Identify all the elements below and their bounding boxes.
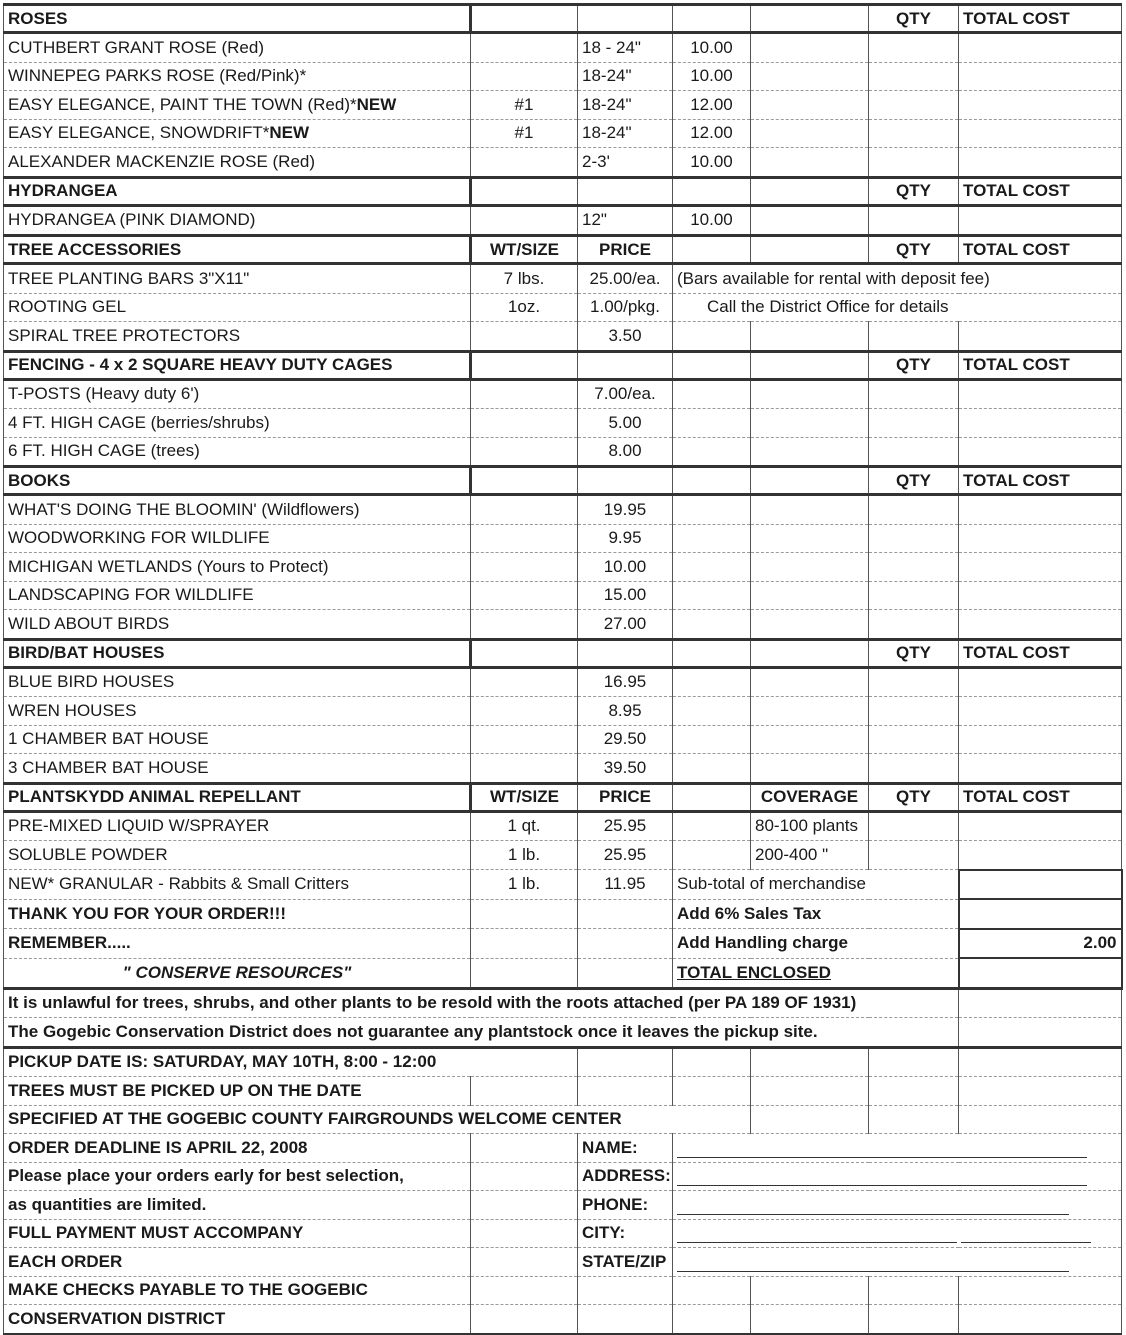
coverage-header: COVERAGE (751, 783, 869, 811)
new-badge: NEW (269, 123, 310, 143)
item-price: 7.00/ea. (578, 379, 673, 409)
item-name: BLUE BIRD HOUSES (4, 667, 471, 697)
table-row (4, 91, 1122, 120)
remember-message: REMEMBER..... (4, 929, 471, 959)
item-size: 2-3' (578, 148, 673, 178)
phone-line (677, 1196, 1069, 1215)
total-cost-cell[interactable] (959, 581, 1122, 610)
item-name: LANDSCAPING FOR WILDLIFE (4, 581, 471, 610)
table-row (4, 1219, 1122, 1248)
wt-size-header: WT/SIZE (471, 236, 578, 264)
table-row (4, 495, 1122, 525)
office-note: Call the District Office for details (673, 293, 1122, 322)
item-size: 18 - 24" (578, 33, 673, 63)
unlawful-notice: It is unlawful for trees, shrubs, and other plants to be resold with the roots attached (per PA 189 OF 1931) (4, 988, 959, 1018)
table-row (4, 1305, 1122, 1334)
total-cost-cell[interactable] (959, 841, 1122, 870)
total-cost-cell[interactable] (959, 495, 1122, 525)
item-name: 6 FT. HIGH CAGE (trees) (4, 437, 471, 467)
total-enclosed-field[interactable] (959, 958, 1122, 988)
total-cost-cell[interactable] (959, 437, 1122, 467)
item-size: 18-24" (578, 62, 673, 91)
item-name: 4 FT. HIGH CAGE (berries/shrubs) (4, 409, 471, 438)
item-price: 25.95 (578, 811, 673, 841)
price-header: PRICE (578, 236, 673, 264)
table-row (4, 1162, 1122, 1191)
item-name: NEW* GRANULAR - Rabbits & Small Critters (4, 870, 471, 900)
table-row (4, 553, 1122, 582)
section-header-fencing (4, 351, 1122, 379)
table-row (4, 697, 1122, 726)
table-row (4, 1191, 1122, 1220)
table-row (4, 811, 1122, 841)
qty-cell[interactable] (869, 322, 959, 352)
item-price: 12.00 (673, 119, 751, 148)
checks-note-2: CONSERVATION DISTRICT (4, 1305, 471, 1334)
qty-cell[interactable] (869, 667, 959, 697)
table-row (4, 958, 1122, 988)
wt-size-header: WT/SIZE (471, 783, 578, 811)
item-name: PRE-MIXED LIQUID W/SPRAYER (4, 811, 471, 841)
total-enclosed-label: TOTAL ENCLOSED (673, 958, 959, 988)
item-price: 25.95 (578, 841, 673, 870)
section-header-books (4, 467, 1122, 495)
item-size: 18-24" (578, 119, 673, 148)
item-price: 8.95 (578, 697, 673, 726)
conserve-message: " CONSERVE RESOURCES" (4, 958, 471, 988)
table-row (4, 988, 1122, 1018)
qty-cell[interactable] (869, 697, 959, 726)
total-cost-cell[interactable] (959, 697, 1122, 726)
checks-note-1: MAKE CHECKS PAYABLE TO THE GOGEBIC (4, 1276, 471, 1305)
table-row (4, 264, 1122, 294)
handling-label: Add Handling charge (673, 929, 959, 959)
name-field[interactable] (673, 1134, 1122, 1163)
table-row (4, 1018, 1122, 1048)
item-name: WINNEPEG PARKS ROSE (Red/Pink)* (8, 66, 307, 86)
table-row (4, 33, 1122, 63)
total-cost-header: TOTAL COST (959, 639, 1122, 667)
item-name: ALEXANDER MACKENZIE ROSE (Red) (8, 151, 316, 171)
pickup-note-2: SPECIFIED AT THE GOGEBIC COUNTY FAIRGROUNDS WELCOME CENTER (4, 1105, 751, 1134)
total-cost-cell[interactable] (959, 553, 1122, 582)
item-price: 5.00 (578, 409, 673, 438)
table-row (4, 1134, 1122, 1163)
item-name: EASY ELEGANCE, PAINT THE TOWN (Red)* (8, 94, 357, 114)
table-row (4, 754, 1122, 784)
table-row (4, 293, 1122, 322)
qty-cell[interactable] (869, 495, 959, 525)
total-cost-cell[interactable] (959, 205, 1122, 236)
item-name: MICHIGAN WETLANDS (Yours to Protect) (4, 553, 471, 582)
qty-header: QTY (869, 177, 959, 205)
table-row (4, 148, 1122, 178)
total-cost-cell[interactable] (959, 322, 1122, 352)
section-header-plantskydd (4, 783, 1122, 811)
qty-cell[interactable] (869, 33, 959, 63)
item-grade: #1 (471, 91, 578, 120)
total-cost-header: TOTAL COST (959, 351, 1122, 379)
table-row (4, 524, 1122, 553)
qty-header: QTY (869, 351, 959, 379)
table-row (4, 725, 1122, 754)
total-cost-cell[interactable] (959, 667, 1122, 697)
total-cost-header: TOTAL COST (959, 783, 1122, 811)
section-header-hydrangea (4, 177, 1122, 205)
subtotal-label: Sub-total of merchandise (673, 870, 959, 900)
table-row (4, 62, 1122, 91)
early-order-note-1: Please place your orders early for best selection, (4, 1162, 471, 1191)
pickup-note-1: TREES MUST BE PICKED UP ON THE DATE (4, 1077, 471, 1106)
thank-you-message: THANK YOU FOR YOUR ORDER!!! (4, 899, 471, 929)
total-cost-cell[interactable] (959, 524, 1122, 553)
item-price: 39.50 (578, 754, 673, 784)
qty-header: QTY (869, 467, 959, 495)
item-name: ROOTING GEL (4, 293, 471, 322)
pickup-date: PICKUP DATE IS: SATURDAY, MAY 10TH, 8:00 - 12:00 (4, 1047, 578, 1077)
early-order-note-2: as quantities are limited. (4, 1191, 471, 1220)
item-price: 3.50 (578, 322, 673, 352)
qty-header: QTY (869, 783, 959, 811)
state-zip-label: STATE/ZIP (578, 1248, 673, 1277)
city-line-2 (961, 1224, 1091, 1243)
total-cost-header: TOTAL COST (959, 467, 1122, 495)
qty-cell[interactable] (869, 148, 959, 178)
table-row (4, 322, 1122, 352)
order-deadline: ORDER DEADLINE IS APRIL 22, 2008 (4, 1134, 471, 1163)
order-table (3, 3, 1123, 1335)
item-weight: 1oz. (471, 293, 578, 322)
phone-field[interactable] (673, 1191, 1122, 1220)
item-name: EASY ELEGANCE, SNOWDRIFT* (8, 123, 270, 143)
item-size: 18-24" (578, 91, 673, 120)
state-zip-line (677, 1253, 1069, 1272)
item-price: 10.00 (673, 62, 751, 91)
handling-value: 2.00 (959, 929, 1122, 959)
item-price: 10.00 (673, 205, 751, 236)
total-cost-cell[interactable] (959, 33, 1122, 63)
table-row (4, 899, 1122, 929)
table-row (4, 581, 1122, 610)
section-title: PLANTSKYDD ANIMAL REPELLANT (4, 783, 471, 811)
qty-cell[interactable] (869, 62, 959, 91)
item-grade: #1 (471, 119, 578, 148)
section-header-tree-accessories (4, 236, 1122, 264)
item-name: 1 CHAMBER BAT HOUSE (4, 725, 471, 754)
total-cost-cell[interactable] (959, 754, 1122, 784)
item-name: SOLUBLE POWDER (4, 841, 471, 870)
table-row (4, 1248, 1122, 1277)
qty-header: QTY (869, 5, 959, 33)
qty-cell[interactable] (869, 409, 959, 438)
phone-label: PHONE: (578, 1191, 673, 1220)
item-price: 11.95 (578, 870, 673, 900)
table-row (4, 870, 1122, 900)
qty-cell[interactable] (869, 811, 959, 841)
item-price: 27.00 (578, 610, 673, 640)
item-name: WOODWORKING FOR WILDLIFE (4, 524, 471, 553)
qty-cell[interactable] (869, 205, 959, 236)
total-cost-cell[interactable] (959, 725, 1122, 754)
total-cost-cell[interactable] (959, 811, 1122, 841)
section-title: BIRD/BAT HOUSES (4, 639, 471, 667)
total-cost-cell[interactable] (959, 62, 1122, 91)
item-price: 19.95 (578, 495, 673, 525)
qty-cell[interactable] (869, 437, 959, 467)
section-title: BOOKS (4, 467, 471, 495)
item-name: WHAT'S DOING THE BLOOMIN' (Wildflowers) (4, 495, 471, 525)
qty-cell[interactable] (869, 841, 959, 870)
item-weight: 1 qt. (471, 811, 578, 841)
payment-note-1: FULL PAYMENT MUST ACCOMPANY (4, 1219, 471, 1248)
table-row (4, 409, 1122, 438)
table-row (4, 437, 1122, 467)
item-price: 10.00 (673, 148, 751, 178)
section-title: TREE ACCESSORIES (4, 236, 471, 264)
sales-tax-label: Add 6% Sales Tax (673, 899, 959, 929)
total-cost-cell[interactable] (959, 379, 1122, 409)
state-zip-field[interactable] (673, 1248, 1122, 1277)
qty-cell[interactable] (869, 119, 959, 148)
sales-tax-field[interactable] (959, 899, 1122, 929)
item-name: SPIRAL TREE PROTECTORS (4, 322, 471, 352)
order-form (3, 3, 1121, 1335)
city-label: CITY: (578, 1219, 673, 1248)
item-name: 3 CHAMBER BAT HOUSE (4, 754, 471, 784)
qty-cell[interactable] (869, 610, 959, 640)
table-row (4, 610, 1122, 640)
subtotal-field[interactable] (959, 870, 1122, 900)
address-field[interactable] (673, 1162, 1122, 1191)
name-label: NAME: (578, 1134, 673, 1163)
item-price: 1.00/pkg. (578, 293, 673, 322)
qty-cell[interactable] (869, 524, 959, 553)
item-price: 9.95 (578, 524, 673, 553)
item-price: 15.00 (578, 581, 673, 610)
qty-header: QTY (869, 236, 959, 264)
item-weight: 1 lb. (471, 870, 578, 900)
item-weight: 1 lb. (471, 841, 578, 870)
table-row (4, 119, 1122, 148)
item-price: 12.00 (673, 91, 751, 120)
total-cost-cell[interactable] (959, 91, 1122, 120)
item-name: TREE PLANTING BARS 3"X11" (4, 264, 471, 294)
city-field[interactable] (673, 1219, 1122, 1248)
address-label: ADDRESS: (578, 1162, 673, 1191)
item-price: 16.95 (578, 667, 673, 697)
total-cost-header: TOTAL COST (959, 177, 1122, 205)
item-size: 12" (578, 205, 673, 236)
item-price: 10.00 (578, 553, 673, 582)
total-cost-cell[interactable] (959, 610, 1122, 640)
qty-cell[interactable] (869, 91, 959, 120)
table-row (4, 1105, 1122, 1134)
section-header-roses (4, 5, 1122, 33)
table-row (4, 667, 1122, 697)
qty-cell[interactable] (869, 725, 959, 754)
qty-cell[interactable] (869, 581, 959, 610)
total-cost-cell[interactable] (959, 119, 1122, 148)
qty-header: QTY (869, 639, 959, 667)
section-title: HYDRANGEA (4, 177, 471, 205)
table-row (4, 841, 1122, 870)
section-title: FENCING - 4 x 2 SQUARE HEAVY DUTY CAGES (4, 351, 471, 379)
total-cost-header: TOTAL COST (959, 236, 1122, 264)
item-name: WILD ABOUT BIRDS (4, 610, 471, 640)
table-row (4, 205, 1122, 236)
total-cost-cell[interactable] (959, 409, 1122, 438)
item-coverage: 200-400 " (751, 841, 869, 870)
total-cost-cell[interactable] (959, 148, 1122, 178)
section-title: ROSES (4, 5, 471, 33)
item-name: CUTHBERT GRANT ROSE (Red) (8, 37, 264, 57)
item-name: T-POSTS (Heavy duty 6') (4, 379, 471, 409)
table-row (4, 1047, 1122, 1077)
qty-cell[interactable] (869, 379, 959, 409)
table-row (4, 929, 1122, 959)
item-coverage: 80-100 plants (751, 811, 869, 841)
address-line (677, 1167, 1087, 1186)
item-name: HYDRANGEA (PINK DIAMOND) (4, 205, 471, 236)
item-price: 8.00 (578, 437, 673, 467)
item-name: WREN HOUSES (4, 697, 471, 726)
item-price: 29.50 (578, 725, 673, 754)
total-cost-header: TOTAL COST (959, 5, 1122, 33)
payment-note-2: EACH ORDER (4, 1248, 471, 1277)
guarantee-notice: The Gogebic Conservation District does not guarantee any plantstock once it leaves the pickup site. (4, 1018, 959, 1048)
item-weight: 7 lbs. (471, 264, 578, 294)
table-row (4, 1276, 1122, 1305)
name-line (677, 1139, 1087, 1158)
qty-cell[interactable] (869, 754, 959, 784)
section-header-bird-bat-houses (4, 639, 1122, 667)
price-header: PRICE (578, 783, 673, 811)
qty-cell[interactable] (869, 553, 959, 582)
item-price: 25.00/ea. (578, 264, 673, 294)
table-row (4, 379, 1122, 409)
table-row (4, 1077, 1122, 1106)
new-badge: NEW (356, 94, 397, 114)
rental-note: (Bars available for rental with deposit fee) (673, 264, 1122, 294)
item-price: 10.00 (673, 33, 751, 63)
city-line (677, 1224, 957, 1243)
